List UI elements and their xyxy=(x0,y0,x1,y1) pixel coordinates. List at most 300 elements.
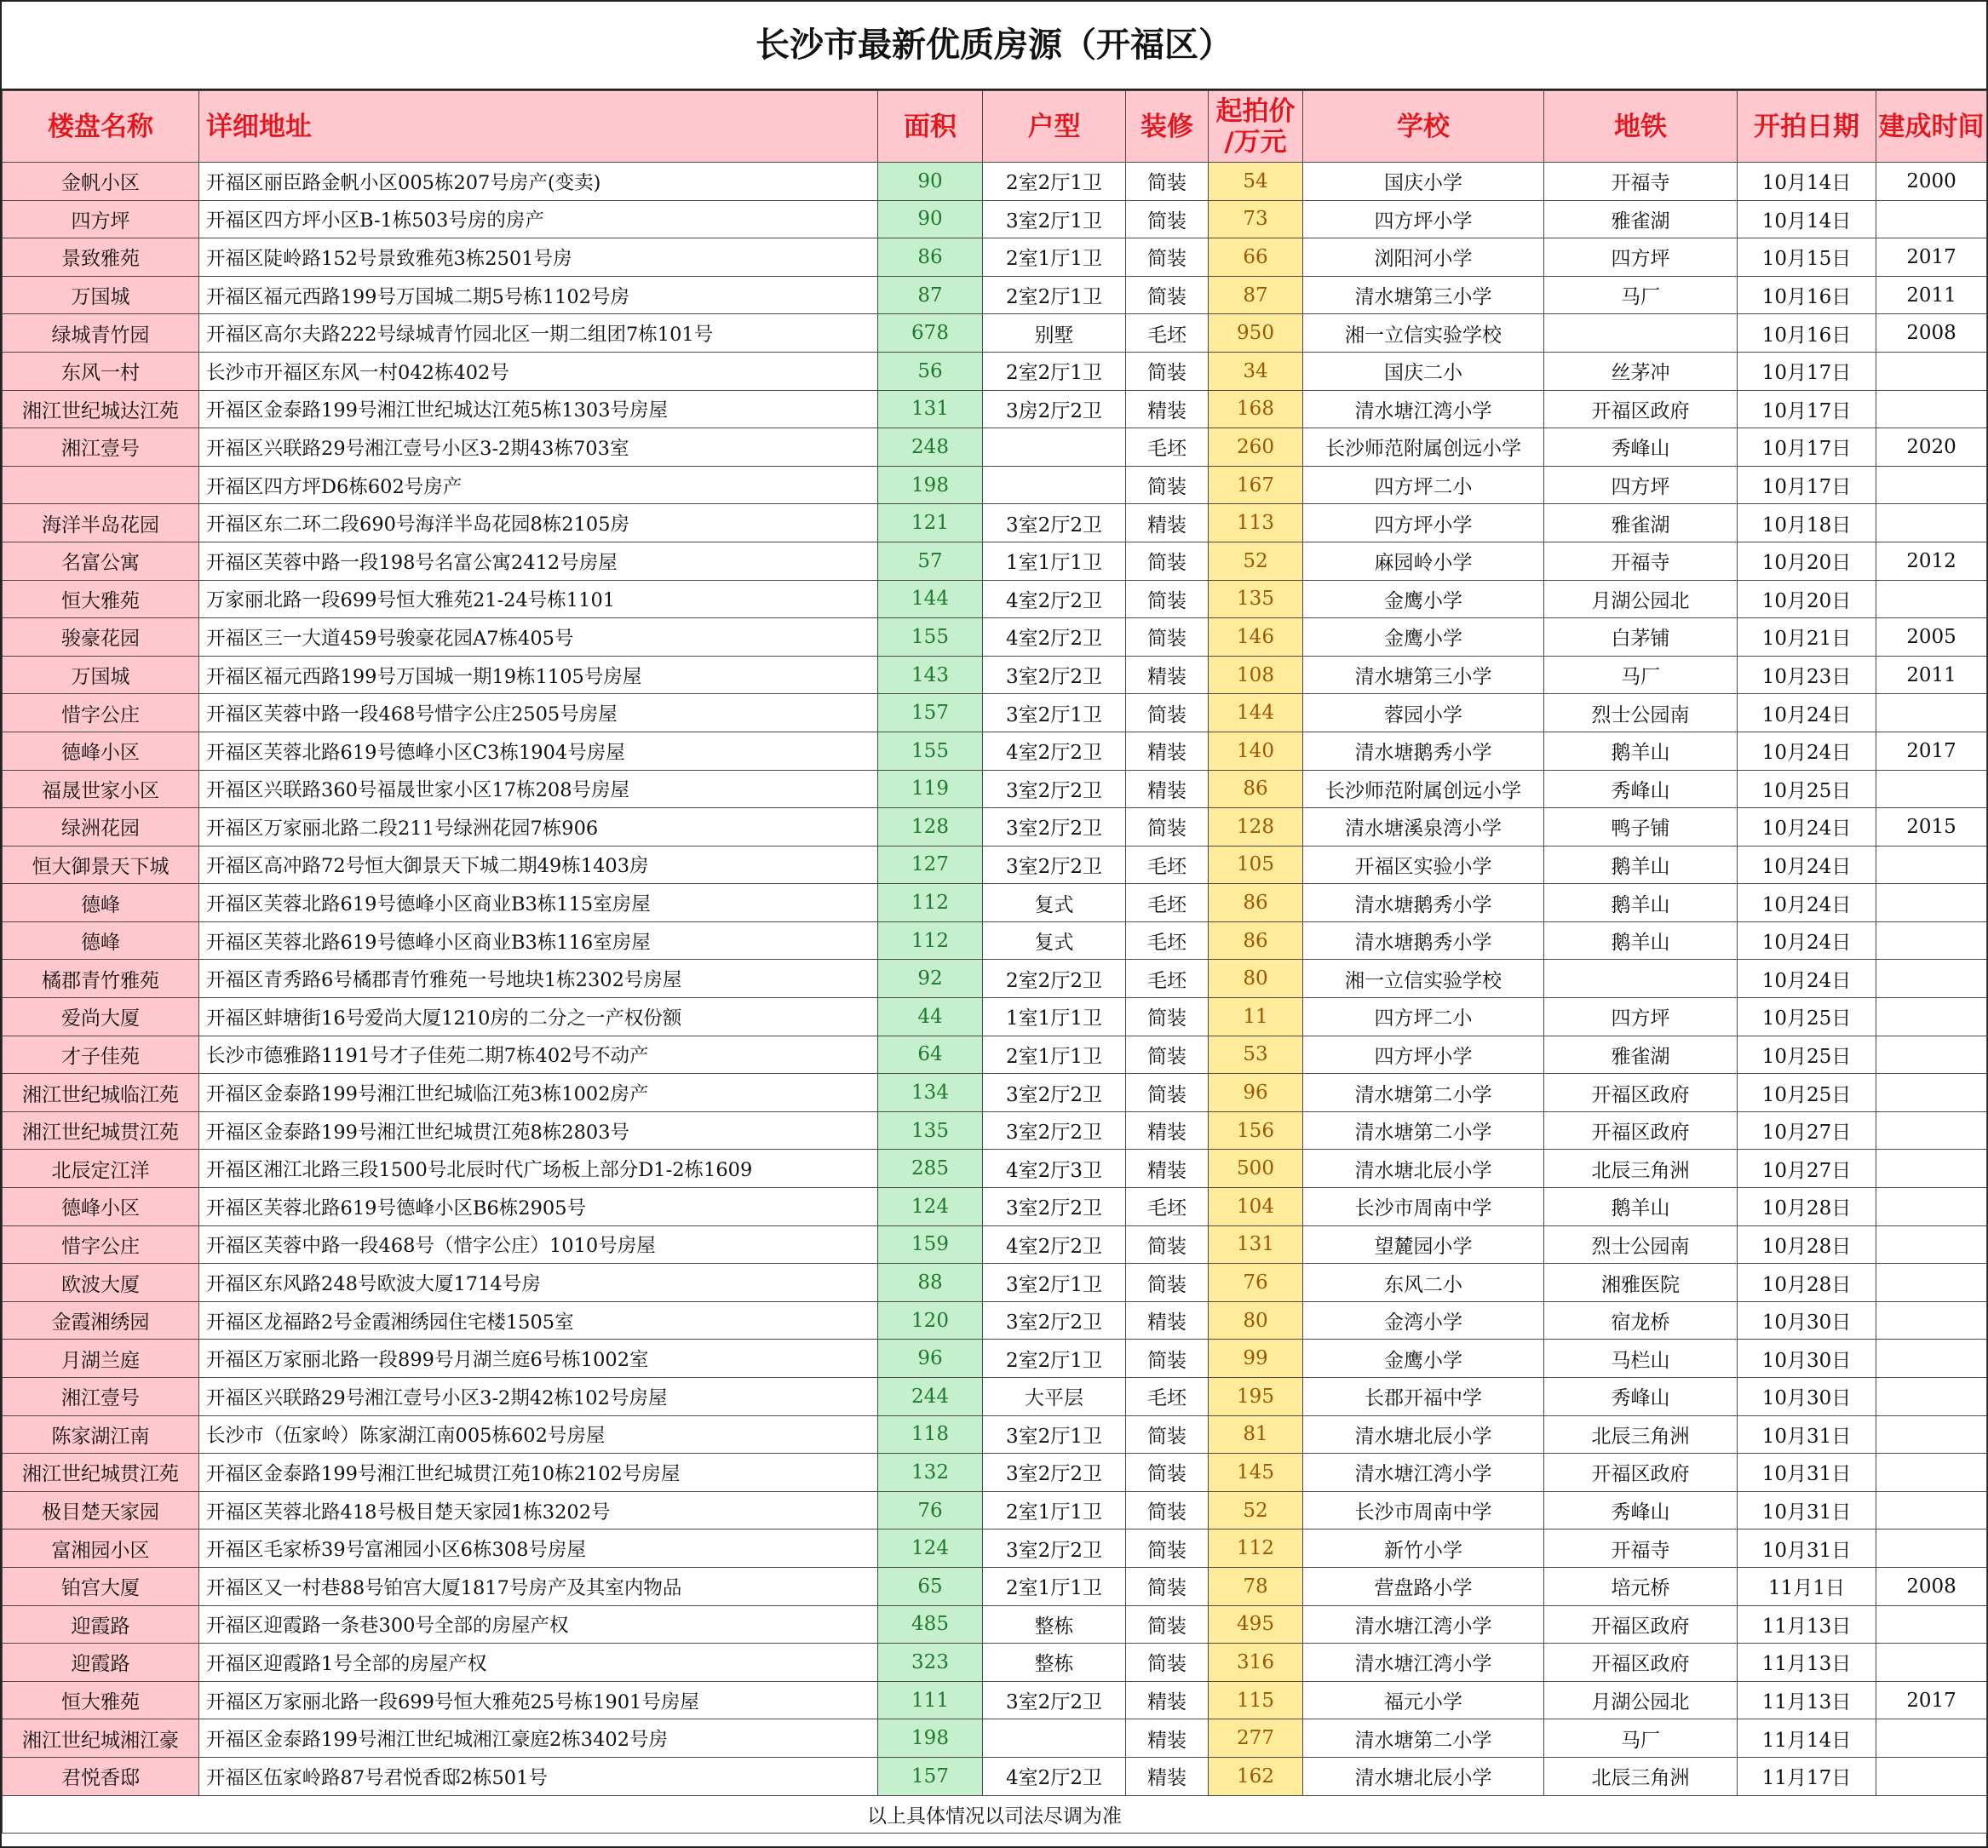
cell-date: 10月17日 xyxy=(1738,390,1876,428)
cell-school: 营盘路小学 xyxy=(1303,1567,1544,1605)
cell-name: 惜字公庄 xyxy=(3,694,199,732)
cell-date: 10月28日 xyxy=(1738,1188,1876,1226)
cell-area: 90 xyxy=(878,200,983,238)
cell-school: 金湾小学 xyxy=(1303,1301,1544,1340)
cell-address: 开福区芙蓉北路619号德峰小区商业B3栋115室房屋 xyxy=(199,884,878,922)
cell-metro: 马厂 xyxy=(1544,276,1738,314)
table-row xyxy=(3,1454,1987,1492)
cell-decor: 简装 xyxy=(1126,998,1209,1036)
cell-school: 清水塘第三小学 xyxy=(1303,656,1544,694)
listing-table xyxy=(2,90,1987,1834)
cell-layout: 2室1厅1卫 xyxy=(983,238,1126,277)
cell-metro: 开福寺 xyxy=(1544,163,1738,201)
cell-name: 景致雅苑 xyxy=(3,238,199,277)
cell-school: 国庆二小 xyxy=(1303,352,1544,390)
table-row xyxy=(3,1264,1987,1302)
cell-address: 开福区东风路248号欧波大厦1714号房 xyxy=(199,1264,878,1302)
cell-address: 开福区丽臣路金帆小区005栋207号房产(变卖) xyxy=(199,163,878,201)
cell-name: 湘江壹号 xyxy=(3,428,199,467)
cell-area: 135 xyxy=(878,1111,983,1150)
cell-layout xyxy=(983,466,1126,504)
cell-layout: 1室1厅1卫 xyxy=(983,998,1126,1036)
cell-layout: 3室2厅2卫 xyxy=(983,504,1126,542)
cell-name: 德峰小区 xyxy=(3,1188,199,1226)
cell-year xyxy=(1876,1264,1987,1302)
cell-name: 湘江世纪城湘江豪 xyxy=(3,1719,199,1758)
table-row xyxy=(3,1074,1987,1112)
cell-school: 金鹰小学 xyxy=(1303,580,1544,618)
cell-price: 500 xyxy=(1209,1150,1303,1188)
cell-area: 57 xyxy=(878,542,983,580)
cell-decor: 简装 xyxy=(1126,542,1209,580)
table-row xyxy=(3,466,1987,504)
table-row xyxy=(3,770,1987,808)
cell-layout: 4室2厅3卫 xyxy=(983,1150,1126,1188)
cell-school: 四方坪小学 xyxy=(1303,504,1544,542)
cell-name: 东风一村 xyxy=(3,352,199,390)
cell-school: 清水塘北辰小学 xyxy=(1303,1757,1544,1795)
footer-row xyxy=(3,1795,1987,1833)
cell-decor: 简装 xyxy=(1126,238,1209,277)
cell-name: 湘江壹号 xyxy=(3,1378,199,1416)
cell-school: 清水塘鹅秀小学 xyxy=(1303,732,1544,770)
table-row xyxy=(3,1529,1987,1568)
cell-date: 11月13日 xyxy=(1738,1681,1876,1719)
cell-layout: 3室2厅2卫 xyxy=(983,770,1126,808)
cell-date: 10月24日 xyxy=(1738,884,1876,922)
cell-school: 清水塘江湾小学 xyxy=(1303,1605,1544,1644)
table-row xyxy=(3,1111,1987,1150)
cell-price: 86 xyxy=(1209,921,1303,960)
header-price-line2: /万元 xyxy=(1224,126,1287,158)
cell-name: 月湖兰庭 xyxy=(3,1340,199,1378)
cell-date: 10月15日 xyxy=(1738,238,1876,277)
cell-layout: 2室1厅1卫 xyxy=(983,1491,1126,1529)
table-row xyxy=(3,504,1987,542)
cell-name: 金帆小区 xyxy=(3,163,199,201)
cell-date: 10月27日 xyxy=(1738,1111,1876,1150)
cell-date: 10月31日 xyxy=(1738,1454,1876,1492)
cell-date: 10月30日 xyxy=(1738,1340,1876,1378)
table-row xyxy=(3,1301,1987,1340)
cell-price: 34 xyxy=(1209,352,1303,390)
cell-area: 90 xyxy=(878,163,983,201)
cell-metro: 四方坪 xyxy=(1544,466,1738,504)
cell-metro: 开福区政府 xyxy=(1544,390,1738,428)
cell-decor: 简装 xyxy=(1126,466,1209,504)
cell-school: 东风二小 xyxy=(1303,1264,1544,1302)
cell-price: 316 xyxy=(1209,1644,1303,1682)
cell-address: 开福区毛家桥39号富湘园小区6栋308号房屋 xyxy=(199,1529,878,1568)
cell-date: 10月31日 xyxy=(1738,1491,1876,1529)
cell-year: 2012 xyxy=(1876,542,1987,580)
table-row xyxy=(3,656,1987,694)
cell-date: 11月13日 xyxy=(1738,1605,1876,1644)
cell-name: 湘江世纪城贯江苑 xyxy=(3,1111,199,1150)
cell-layout: 复式 xyxy=(983,884,1126,922)
cell-date: 10月25日 xyxy=(1738,1074,1876,1112)
cell-date: 10月28日 xyxy=(1738,1264,1876,1302)
table-row xyxy=(3,1681,1987,1719)
cell-date: 10月24日 xyxy=(1738,921,1876,960)
cell-date: 10月14日 xyxy=(1738,200,1876,238)
cell-area: 96 xyxy=(878,1340,983,1378)
table-row xyxy=(3,1415,1987,1454)
cell-price: 195 xyxy=(1209,1378,1303,1416)
header-price-line1: 起拍价 xyxy=(1215,95,1296,127)
table-row xyxy=(3,694,1987,732)
cell-address: 开福区金泰路199号湘江世纪城湘江豪庭2栋3402号房 xyxy=(199,1719,878,1758)
cell-address: 开福区兴联路29号湘江壹号小区3-2期43栋703室 xyxy=(199,428,878,467)
cell-school: 四方坪二小 xyxy=(1303,998,1544,1036)
cell-address: 开福区万家丽北路一段699号恒大雅苑25号栋1901号房屋 xyxy=(199,1681,878,1719)
cell-layout: 3室2厅2卫 xyxy=(983,1188,1126,1226)
table-row xyxy=(3,998,1987,1036)
cell-decor: 毛坯 xyxy=(1126,314,1209,353)
cell-address: 开福区陡岭路152号景致雅苑3栋2501号房 xyxy=(199,238,878,277)
cell-decor: 简装 xyxy=(1126,1454,1209,1492)
cell-year xyxy=(1876,1605,1987,1644)
cell-metro: 秀峰山 xyxy=(1544,1378,1738,1416)
cell-date: 10月24日 xyxy=(1738,732,1876,770)
cell-area: 86 xyxy=(878,238,983,277)
cell-decor: 精装 xyxy=(1126,504,1209,542)
cell-year: 2017 xyxy=(1876,238,1987,277)
cell-school: 湘一立信实验学校 xyxy=(1303,960,1544,998)
cell-price: 86 xyxy=(1209,770,1303,808)
cell-year xyxy=(1876,1111,1987,1150)
cell-price: 105 xyxy=(1209,846,1303,884)
cell-date: 10月24日 xyxy=(1738,808,1876,847)
cell-address: 长沙市德雅路1191号才子佳苑二期7栋402号不动产 xyxy=(199,1036,878,1074)
cell-school: 望麓园小学 xyxy=(1303,1225,1544,1264)
listing-rows xyxy=(3,163,1987,1796)
table-row xyxy=(3,238,1987,277)
cell-school: 四方坪小学 xyxy=(1303,200,1544,238)
cell-area: 157 xyxy=(878,1757,983,1795)
cell-address: 开福区又一村巷88号铂宫大厦1817号房产及其室内物品 xyxy=(199,1567,878,1605)
cell-name: 爱尚大厦 xyxy=(3,998,199,1036)
cell-school: 清水塘北辰小学 xyxy=(1303,1415,1544,1454)
cell-layout: 4室2厅2卫 xyxy=(983,1225,1126,1264)
header-address: 详细地址 xyxy=(199,91,878,163)
cell-metro xyxy=(1544,960,1738,998)
cell-metro: 雅雀湖 xyxy=(1544,504,1738,542)
cell-name: 万国城 xyxy=(3,276,199,314)
cell-decor: 简装 xyxy=(1126,1264,1209,1302)
cell-price: 168 xyxy=(1209,390,1303,428)
cell-address: 开福区迎霞路一条巷300号全部的房屋产权 xyxy=(199,1605,878,1644)
cell-address: 开福区芙蓉北路418号极目楚天家园1栋3202号 xyxy=(199,1491,878,1529)
table-row xyxy=(3,1491,1987,1529)
cell-year xyxy=(1876,1150,1987,1188)
cell-school: 湘一立信实验学校 xyxy=(1303,314,1544,353)
cell-school: 国庆小学 xyxy=(1303,163,1544,201)
cell-name: 德峰 xyxy=(3,921,199,960)
cell-decor: 毛坯 xyxy=(1126,1188,1209,1226)
cell-name: 湘江世纪城临江苑 xyxy=(3,1074,199,1112)
cell-address: 长沙市（伍家岭）陈家湖江南005栋602号房屋 xyxy=(199,1415,878,1454)
cell-address: 开福区福元西路199号万国城二期5号栋1102号房 xyxy=(199,276,878,314)
cell-year xyxy=(1876,1188,1987,1226)
cell-year: 2005 xyxy=(1876,618,1987,657)
cell-name: 才子佳苑 xyxy=(3,1036,199,1074)
cell-year xyxy=(1876,1225,1987,1264)
cell-school: 长沙市周南中学 xyxy=(1303,1491,1544,1529)
cell-name xyxy=(3,466,199,504)
cell-metro: 雅雀湖 xyxy=(1544,1036,1738,1074)
cell-area: 323 xyxy=(878,1644,983,1682)
cell-price: 99 xyxy=(1209,1340,1303,1378)
cell-decor: 简装 xyxy=(1126,1605,1209,1644)
cell-decor: 精装 xyxy=(1126,1150,1209,1188)
cell-price: 112 xyxy=(1209,1529,1303,1568)
cell-price: 104 xyxy=(1209,1188,1303,1226)
cell-school: 清水塘第二小学 xyxy=(1303,1719,1544,1758)
cell-date: 10月25日 xyxy=(1738,1036,1876,1074)
header-year: 建成时间 xyxy=(1876,91,1987,163)
cell-date: 10月17日 xyxy=(1738,466,1876,504)
cell-year xyxy=(1876,1340,1987,1378)
cell-school: 清水塘鹅秀小学 xyxy=(1303,884,1544,922)
cell-area: 92 xyxy=(878,960,983,998)
cell-date: 10月31日 xyxy=(1738,1529,1876,1568)
cell-decor: 精装 xyxy=(1126,1719,1209,1758)
cell-school: 清水塘江湾小学 xyxy=(1303,1644,1544,1682)
cell-area: 131 xyxy=(878,390,983,428)
cell-date: 11月17日 xyxy=(1738,1757,1876,1795)
cell-address: 开福区福元西路199号万国城一期19栋1105号房屋 xyxy=(199,656,878,694)
cell-price: 81 xyxy=(1209,1415,1303,1454)
cell-name: 万国城 xyxy=(3,656,199,694)
cell-year xyxy=(1876,846,1987,884)
cell-address: 开福区迎霞路1号全部的房屋产权 xyxy=(199,1644,878,1682)
cell-year xyxy=(1876,1454,1987,1492)
header-date: 开拍日期 xyxy=(1738,91,1876,163)
cell-area: 285 xyxy=(878,1150,983,1188)
cell-date: 10月21日 xyxy=(1738,618,1876,657)
table-row xyxy=(3,276,1987,314)
cell-name: 福晟世家小区 xyxy=(3,770,199,808)
header-row xyxy=(3,91,1987,163)
cell-address: 万家丽北路一段699号恒大雅苑21-24号栋1101 xyxy=(199,580,878,618)
table-row xyxy=(3,732,1987,770)
cell-date: 10月24日 xyxy=(1738,960,1876,998)
cell-name: 富湘园小区 xyxy=(3,1529,199,1568)
cell-year: 2008 xyxy=(1876,314,1987,353)
cell-layout: 3室2厅1卫 xyxy=(983,1415,1126,1454)
cell-address: 开福区万家丽北路二段211号绿洲花园7栋906 xyxy=(199,808,878,847)
cell-metro: 北辰三角洲 xyxy=(1544,1150,1738,1188)
cell-year: 2011 xyxy=(1876,656,1987,694)
cell-school: 长沙师范附属创远小学 xyxy=(1303,428,1544,467)
cell-layout: 3室2厅2卫 xyxy=(983,808,1126,847)
cell-address: 开福区青秀路6号橘郡青竹雅苑一号地块1栋2302号房屋 xyxy=(199,960,878,998)
cell-decor: 毛坯 xyxy=(1126,960,1209,998)
cell-year xyxy=(1876,1301,1987,1340)
cell-name: 金霞湘绣园 xyxy=(3,1301,199,1340)
cell-year xyxy=(1876,1529,1987,1568)
table-row xyxy=(3,884,1987,922)
cell-name: 德峰小区 xyxy=(3,732,199,770)
cell-layout: 整栋 xyxy=(983,1605,1126,1644)
header-layout: 户型 xyxy=(983,91,1126,163)
cell-area: 119 xyxy=(878,770,983,808)
cell-area: 127 xyxy=(878,846,983,884)
cell-date: 10月17日 xyxy=(1738,352,1876,390)
cell-price: 131 xyxy=(1209,1225,1303,1264)
cell-year xyxy=(1876,390,1987,428)
cell-layout: 2室1厅1卫 xyxy=(983,1567,1126,1605)
cell-year xyxy=(1876,352,1987,390)
sheet-title: 长沙市最新优质房源（开福区） xyxy=(2,2,1986,90)
table-row xyxy=(3,314,1987,353)
cell-price: 87 xyxy=(1209,276,1303,314)
cell-date: 10月17日 xyxy=(1738,428,1876,467)
cell-layout: 3室2厅2卫 xyxy=(983,1074,1126,1112)
cell-date: 10月16日 xyxy=(1738,314,1876,353)
cell-decor: 简装 xyxy=(1126,163,1209,201)
cell-area: 44 xyxy=(878,998,983,1036)
cell-year: 2015 xyxy=(1876,808,1987,847)
cell-year xyxy=(1876,960,1987,998)
table-row xyxy=(3,921,1987,960)
cell-price: 80 xyxy=(1209,960,1303,998)
table-row xyxy=(3,1225,1987,1264)
cell-area: 76 xyxy=(878,1491,983,1529)
cell-layout: 3室2厅2卫 xyxy=(983,656,1126,694)
table-row xyxy=(3,163,1987,201)
cell-layout: 3室2厅2卫 xyxy=(983,846,1126,884)
table-row xyxy=(3,808,1987,847)
cell-date: 10月31日 xyxy=(1738,1415,1876,1454)
cell-price: 128 xyxy=(1209,808,1303,847)
cell-area: 112 xyxy=(878,884,983,922)
cell-metro: 秀峰山 xyxy=(1544,770,1738,808)
table-row xyxy=(3,1340,1987,1378)
header-school: 学校 xyxy=(1303,91,1544,163)
cell-area: 198 xyxy=(878,466,983,504)
cell-decor: 简装 xyxy=(1126,1340,1209,1378)
cell-year xyxy=(1876,1491,1987,1529)
cell-date: 11月14日 xyxy=(1738,1719,1876,1758)
cell-address: 开福区金泰路199号湘江世纪城贯江苑8栋2803号 xyxy=(199,1111,878,1150)
table-row xyxy=(3,1036,1987,1074)
footer-note: 以上具体情况以司法尽调为准 xyxy=(3,1795,1987,1833)
cell-metro: 马厂 xyxy=(1544,1719,1738,1758)
cell-layout: 4室2厅2卫 xyxy=(983,732,1126,770)
cell-year: 2020 xyxy=(1876,428,1987,467)
cell-year xyxy=(1876,998,1987,1036)
cell-address: 开福区伍家岭路87号君悦香邸2栋501号 xyxy=(199,1757,878,1795)
cell-area: 485 xyxy=(878,1605,983,1644)
cell-date: 10月28日 xyxy=(1738,1225,1876,1264)
table-row xyxy=(3,1757,1987,1795)
cell-date: 10月25日 xyxy=(1738,770,1876,808)
cell-price: 260 xyxy=(1209,428,1303,467)
cell-year xyxy=(1876,504,1987,542)
cell-area: 244 xyxy=(878,1378,983,1416)
table-row xyxy=(3,200,1987,238)
cell-area: 124 xyxy=(878,1188,983,1226)
cell-school: 蓉园小学 xyxy=(1303,694,1544,732)
cell-address: 开福区芙蓉中路一段468号惜字公庄2505号房屋 xyxy=(199,694,878,732)
header-decor: 装修 xyxy=(1126,91,1209,163)
cell-address: 开福区四方坪D6栋602号房产 xyxy=(199,466,878,504)
cell-address: 开福区金泰路199号湘江世纪城贯江苑10栋2102号房屋 xyxy=(199,1454,878,1492)
cell-year xyxy=(1876,1719,1987,1758)
cell-date: 10月30日 xyxy=(1738,1301,1876,1340)
cell-area: 144 xyxy=(878,580,983,618)
cell-year xyxy=(1876,921,1987,960)
table-row xyxy=(3,1567,1987,1605)
table-row xyxy=(3,960,1987,998)
cell-price: 162 xyxy=(1209,1757,1303,1795)
cell-area: 88 xyxy=(878,1264,983,1302)
cell-layout: 4室2厅2卫 xyxy=(983,618,1126,657)
cell-layout: 4室2厅2卫 xyxy=(983,1757,1126,1795)
cell-school: 清水塘江湾小学 xyxy=(1303,1454,1544,1492)
cell-metro: 秀峰山 xyxy=(1544,1491,1738,1529)
cell-year xyxy=(1876,1415,1987,1454)
cell-price: 108 xyxy=(1209,656,1303,694)
cell-price: 73 xyxy=(1209,200,1303,238)
cell-layout xyxy=(983,428,1126,467)
cell-address: 开福区东二环二段690号海洋半岛花园8栋2105房 xyxy=(199,504,878,542)
cell-metro xyxy=(1544,314,1738,353)
cell-layout: 2室2厅1卫 xyxy=(983,1340,1126,1378)
cell-year xyxy=(1876,1644,1987,1682)
cell-layout: 4室2厅2卫 xyxy=(983,580,1126,618)
cell-price: 495 xyxy=(1209,1605,1303,1644)
cell-year: 2011 xyxy=(1876,276,1987,314)
cell-address: 开福区金泰路199号湘江世纪城达江苑5栋1303号房屋 xyxy=(199,390,878,428)
cell-school: 清水塘第二小学 xyxy=(1303,1074,1544,1112)
cell-decor: 精装 xyxy=(1126,1757,1209,1795)
cell-decor: 简装 xyxy=(1126,1529,1209,1568)
cell-area: 155 xyxy=(878,732,983,770)
cell-metro: 四方坪 xyxy=(1544,238,1738,277)
cell-metro: 马栏山 xyxy=(1544,1340,1738,1378)
cell-area: 87 xyxy=(878,276,983,314)
cell-school: 清水塘鹅秀小学 xyxy=(1303,921,1544,960)
cell-metro: 马厂 xyxy=(1544,656,1738,694)
cell-area: 64 xyxy=(878,1036,983,1074)
cell-price: 54 xyxy=(1209,163,1303,201)
cell-layout: 3室2厅1卫 xyxy=(983,200,1126,238)
cell-school: 四方坪二小 xyxy=(1303,466,1544,504)
cell-name: 铂宫大厦 xyxy=(3,1567,199,1605)
cell-date: 10月20日 xyxy=(1738,580,1876,618)
table-row xyxy=(3,1378,1987,1416)
cell-school: 麻园岭小学 xyxy=(1303,542,1544,580)
cell-decor: 精装 xyxy=(1126,656,1209,694)
cell-layout: 3室2厅2卫 xyxy=(983,1681,1126,1719)
table-row xyxy=(3,1605,1987,1644)
cell-address: 开福区金泰路199号湘江世纪城临江苑3栋1002房产 xyxy=(199,1074,878,1112)
cell-layout: 3室2厅2卫 xyxy=(983,1454,1126,1492)
cell-name: 欧波大厦 xyxy=(3,1264,199,1302)
cell-metro: 开福区政府 xyxy=(1544,1074,1738,1112)
cell-price: 80 xyxy=(1209,1301,1303,1340)
cell-area: 157 xyxy=(878,694,983,732)
cell-address: 开福区龙福路2号金霞湘绣园住宅楼1505室 xyxy=(199,1301,878,1340)
cell-address: 开福区兴联路29号湘江壹号小区3-2期42栋102号房屋 xyxy=(199,1378,878,1416)
cell-price: 277 xyxy=(1209,1719,1303,1758)
table-row xyxy=(3,1188,1987,1226)
table-row xyxy=(3,846,1987,884)
header-price xyxy=(1209,91,1303,163)
